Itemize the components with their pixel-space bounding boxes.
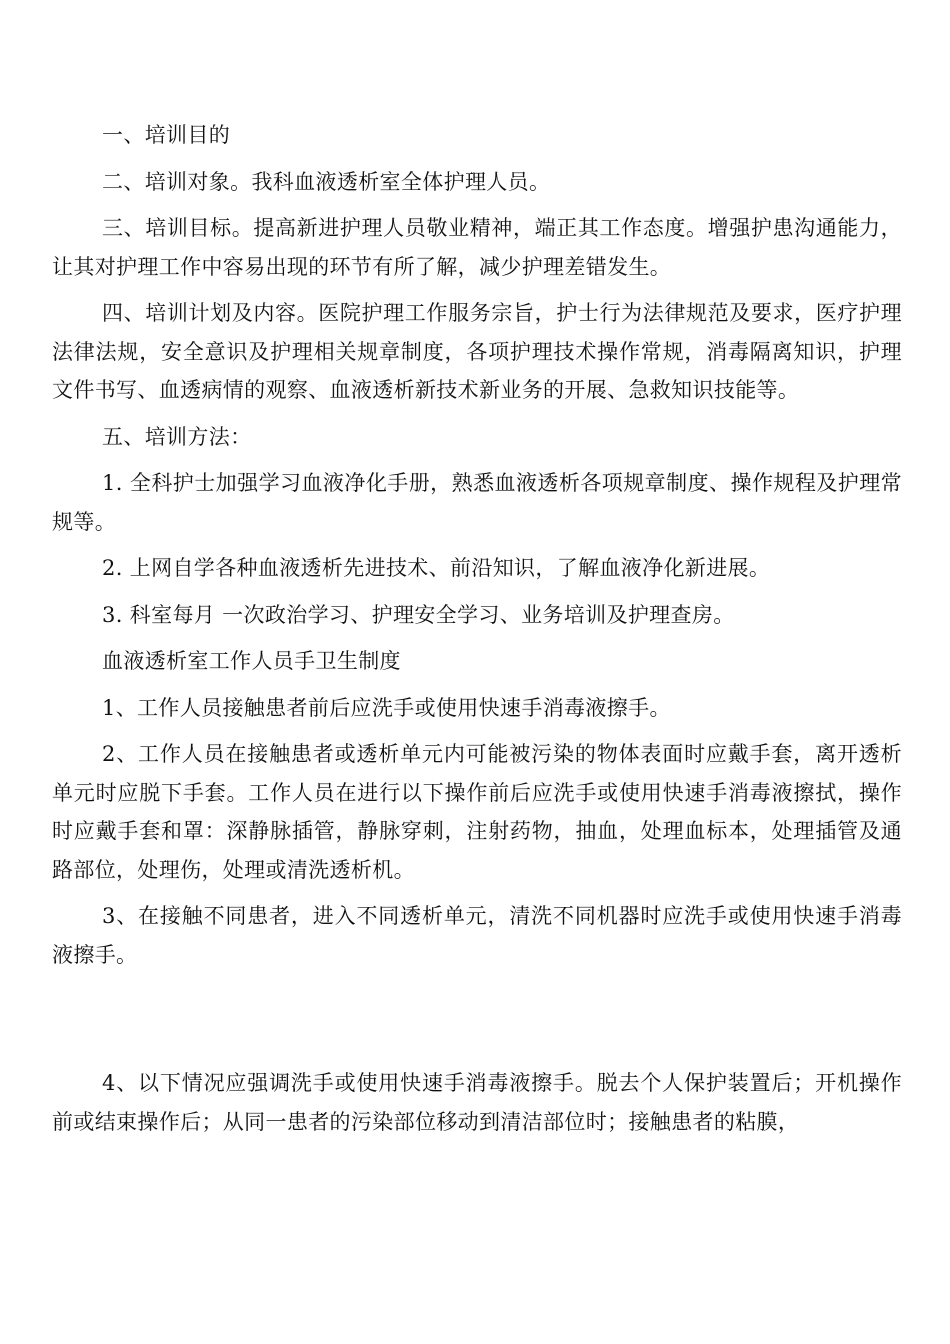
paragraph-hygiene-rule-3: 3、在接触不同患者，进入不同透析单元，清洗不同机器时应洗手或使用快速手消毒液擦手。 — [52, 904, 902, 967]
section-title-hand-hygiene: 血液透析室工作人员手卫生制度 — [102, 649, 401, 673]
paragraph-method-2: 2. 上网自学各种血液透析先进技术、前沿知识，了解血液净化新进展。 — [102, 556, 771, 580]
paragraph-training-goals: 三、培训目标。提高新进护理人员敬业精神，端正其工作态度。增强护患沟通能力，让其对护理工作中容易出现的环节有所了解，减少护理差错发生。 — [52, 216, 902, 279]
paragraph-method-3: 3. 科室每月 一次政治学习、护理安全学习、业务培训及护理查房。 — [102, 602, 735, 627]
paragraph-training-plan-content: 四、培训计划及内容。医院护理工作服务宗旨，护士行为法律规范及要求，医疗护理法律法规，安全意识及护理相关规章制度，各项护理技术操作常规，消毒隔离知识，护理文件书写、血透病情的观察、血液透析新技术新业务的开展、急救知识技能等。 — [52, 301, 902, 402]
paragraph-hygiene-rule-2: 2、工作人员在接触患者或透析单元内可能被污染的物体表面时应戴手套，离开透析单元时应脱下手套。工作人员在进行以下操作前后应洗手或使用快速手消毒液擦拭，操作时应戴手套和罩：深静脉插管，静脉穿刺，注射药物，抽血，处理血标本，处理插管及通路部位，处理伤，处理或清洗透析机。 — [52, 742, 902, 882]
heading-training-purpose: 一、培训目的 — [102, 123, 231, 147]
document-page — [52, 116, 902, 1149]
paragraph-hygiene-rule-4: 4、以下情况应强调洗手或使用快速手消毒液擦手。脱去个人保护装置后；开机操作前或结束操作后；从同一患者的污染部位移动到清洁部位时；接触患者的粘膜， — [52, 1071, 902, 1134]
heading-training-methods: 五、培训方法： — [102, 424, 252, 449]
paragraph-training-target-group: 二、培训对象。我科血液透析室全体护理人员。 — [102, 169, 551, 194]
paragraph-method-1: 1. 全科护士加强学习血液净化手册，熟悉血液透析各项规章制度、操作规程及护理常规等。 — [52, 471, 902, 534]
blank-gap — [52, 982, 902, 1064]
paragraph-hygiene-rule-1: 1、工作人员接触患者前后应洗手或使用快速手消毒液擦手。 — [102, 695, 671, 720]
